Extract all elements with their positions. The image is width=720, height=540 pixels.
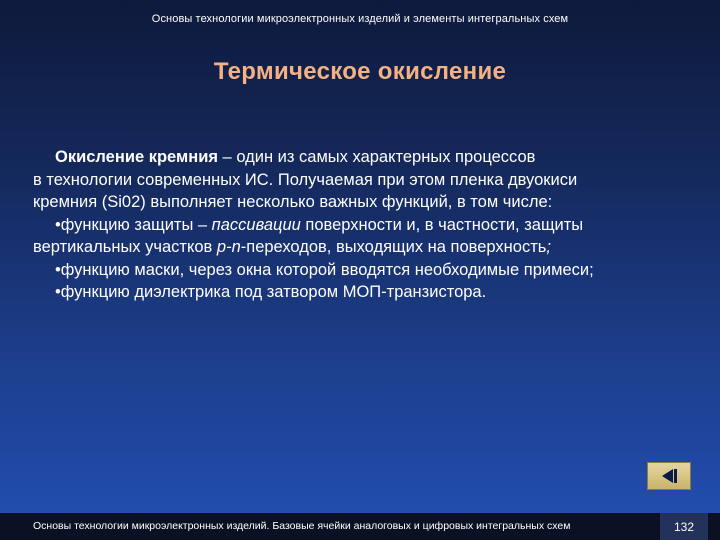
body-line: кремния (Si02) выполняет несколько важных функций, в том числе:: [33, 193, 553, 211]
page-number: 132: [660, 513, 708, 540]
body-text-fragment: -переходов, выходящих на поверхность: [240, 238, 547, 256]
body-italic-term: пассивации: [211, 215, 301, 234]
body-text-fragment: поверхности и, в частности, защиты: [300, 215, 584, 234]
footer-text: Основы технологии микроэлектронных изделий. Базовые ячейки аналоговых и цифровых интегральных схем: [33, 520, 571, 532]
body-text-fragment: •функцию защиты –: [55, 215, 212, 234]
bullet-item: •функцию маски, через окна которой вводятся необходимые примеси;: [55, 260, 594, 279]
body-italic-term: p-n: [216, 238, 241, 256]
body-line: [33, 236, 713, 259]
body-text-fragment: – один из самых характерных процессов: [217, 148, 536, 166]
body-term: Окисление кремния: [55, 148, 218, 166]
body-line: в технологии современных ИС. Получаемая при этом пленка двуокиси: [33, 170, 578, 189]
slide-title: Термическое окисление: [213, 58, 507, 85]
first-slide-icon: [658, 467, 680, 485]
course-header: Основы технологии микроэлектронных изделий и элементы интегральных схем: [151, 13, 569, 25]
bullet-item: [33, 214, 713, 237]
body-text-fragment: вертикальных участков: [33, 238, 217, 256]
body-text-fragment: ;: [546, 238, 551, 256]
slide-body: [33, 146, 713, 304]
body-line: [33, 146, 713, 169]
bullet-item: •функцию диэлектрика под затвором МОП-транзистора.: [55, 283, 487, 301]
first-slide-button[interactable]: [647, 462, 691, 490]
